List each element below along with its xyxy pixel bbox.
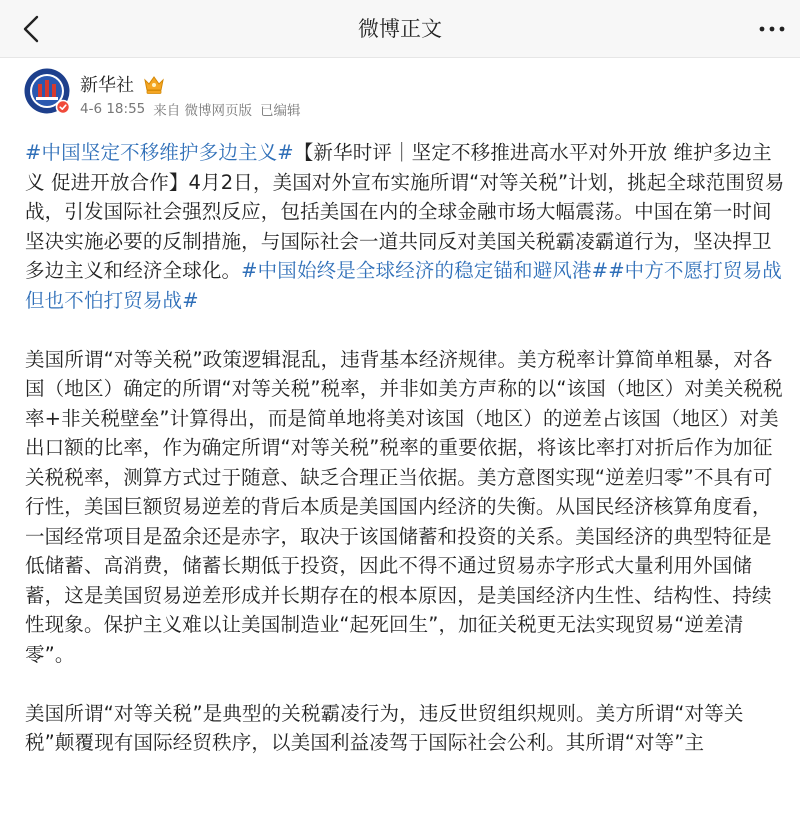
paragraph-3: 美国所谓“对等关税”是典型的关税霸凌行为，违反世贸组织规则。美方所谓“对等关税”颠覆现有国际经贸秩序，以美国利益凌驾于国际社会公利。其所谓“对等”主 [25,701,744,754]
paragraph-2: 美国所谓“对等关税”政策逻辑混乱，违背基本经济规律。美方税率计算简单粗暴，对各国（地区）确定的所谓“对等关税”税率，并非如美方声称的以“该国（地区）对美关税税率+非关税壁垒”计算得出，而是简单地将美对该国（地区）的逆差占该国（地区）对美出口额的比率，作为确定所谓“对等关税”税率的重要依据，将该比率打对折后作为加征关税税率，测算方式过于随意、缺乏合理正当依据。美方意图实现“逆差归零”不具有可行性，美国巨额贸易逆差的背后本质是美国国内经济的失衡。从国民经济核算角度看，一国经常项目是盈余还是赤字，取决于该国储蓄和投资的关系。美国经济的典型特征是低储蓄、高消费，储蓄长期低于投资，因此不得不通过贸易赤字形式大量利用外国储蓄，这是美国贸易逆差形成并长期存在的根本原因，是美国经济内生性、结构性、持续性现象。保护主义难以让美国制造业“起死回生”，加征关税更无法实现贸易“逆差清零”。 [25,347,783,666]
edited-label[interactable]: 已编辑 [260,103,301,119]
author-header [0,58,800,128]
paragraph-1 [25,138,790,315]
chevron-left-icon [21,14,41,44]
topic-link[interactable]: #中国始终是全球经济的稳定锚和避风港# [241,259,609,282]
navbar [0,0,800,58]
paragraph-text: 【新华时评｜坚定不移推进高水平对外开放 维护多边主义 促进开放合作】4月2日，美国对外宣布实施所谓“对等关税”计划，挑起全球范围贸易战，引发国际社会强烈反应，包括美国在内的全球金融市场大幅震荡。中国在第一时间坚决实施必要的反制措施，与国际社会一道共同反对美国关税霸凌霸道行为，坚决捍卫多边主义和经济全球化。 [25,141,785,282]
xinhua-logo-icon [24,68,70,114]
author-name[interactable]: 新华社 [80,75,134,96]
avatar[interactable] [24,68,70,114]
author-name-row [80,71,166,97]
post-time: 4-6 18:55 [80,101,146,117]
crown-badge-icon[interactable] [142,73,166,95]
topic-link[interactable]: #中国坚定不移维护多边主义# [25,141,294,164]
back-button[interactable] [14,12,48,46]
post-content [25,138,790,758]
page-title: 微博正文 [358,17,442,41]
more-button[interactable] [752,12,792,46]
more-dots-icon [757,24,787,34]
post-source: 来自 微博网页版 [153,103,253,119]
topic-link[interactable]: #中方不愿打贸易战但也不怕打贸易战# [25,259,782,312]
post-meta [80,99,301,119]
